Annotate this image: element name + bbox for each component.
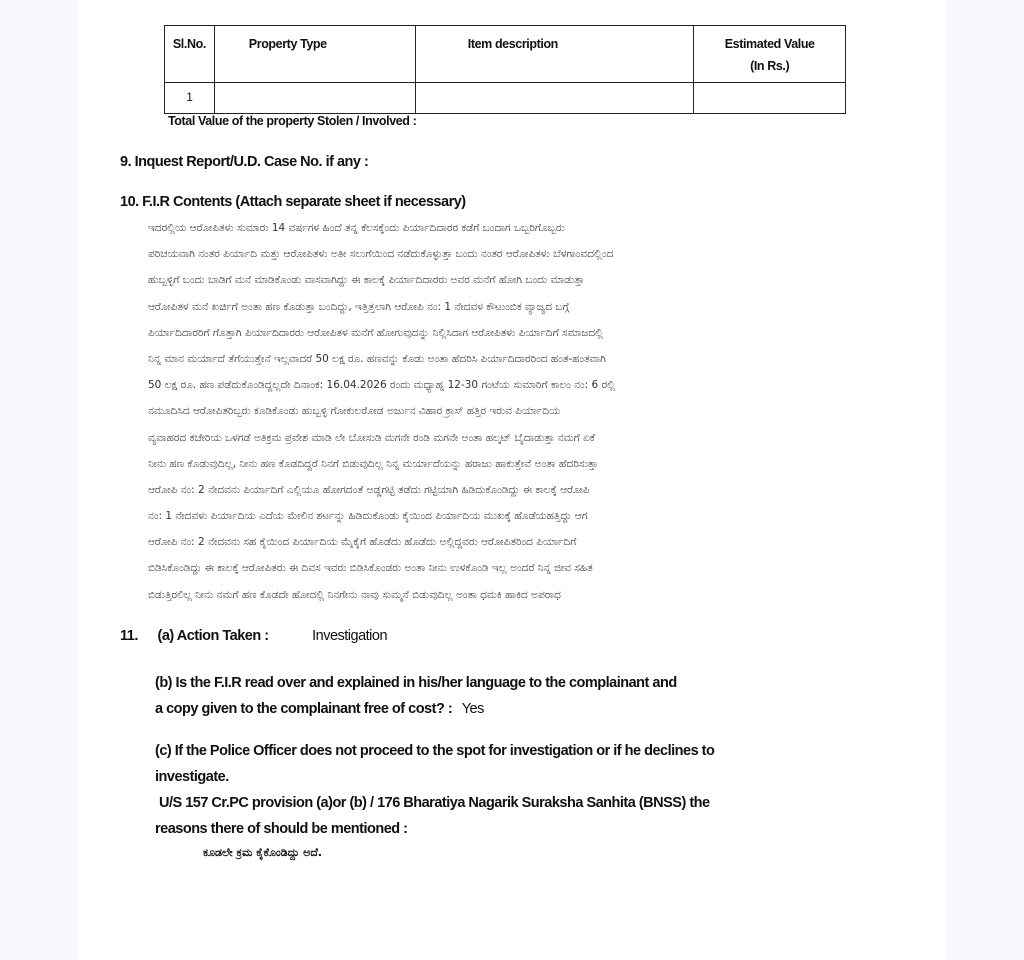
fir-line: ಆರೋಪಿ ನಂ: 2 ನೇದವನು ಪಿರ್ಯಾದಿಗೆ ಎಲ್ಲಿಯೂ ಹೋಗದಂತೆ ಅಡ್ಡಗಟ್ಟಿ ತಡೆದು ಗಟ್ಟಿಯಾಗಿ ಹಿಡಿದುಕೊಂಡಿದ್ದು ಈ ಕಾಲಕ್ಕೆ ಆರೋಪಿ [148,483,590,496]
fir-line: ಪರಿಚಯವಾಗಿ ನಂತರ ಪಿರ್ಯಾದಿ ಮತ್ತು ಆರೋಪಿತಳು ಅತೀ ಸಲುಗೆಯಿಂದ ನಡೆದುಕೊಳ್ಳುತ್ತಾ ಬಂದು ನಂತರ ಆರೋಪಿತಳು ಬೆಳಗಾಂವದಲ್ಲಿಂದ [148,248,614,261]
fir-read-over-question-line2: a copy given to the complainant free of cost? : [155,701,453,717]
officer-declines-question-line1: (c) If the Police Officer does not proceed to the spot for investigation or if he declines to [155,743,715,759]
document-page [77,0,946,960]
fir-line: ನಮೂದಿಸಿದ ಆರೋಪಿತರಿಬ್ಬರು ಕೂಡಿಕೊಂಡು ಹುಬ್ಬಳ್ಳಿ ಗೋಕುಲರೋಡ ಅರ್ಜುನ ವಿಹಾರ ಕ್ರಾಸ್ ಹತ್ತಿರ ಇರುವ ಪಿರ್ಯಾದಿಯ [148,405,561,418]
fir-line: ನಿನ್ನ ಮಾನ ಮರ್ಯಾದೆ ತೆಗೆಯುತ್ತೇನೆ ಇಲ್ಲವಾದರೆ 50 ಲಕ್ಷ ರೂ. ಹಣವನ್ನು ಕೊಡು ಅಂತಾ ಹೆದರಿಸಿ ಪಿರ್ಯಾದಿದಾರರಿಂದ ಹಂತ-ಹಂತವಾಗಿ [148,352,606,365]
cell-estimated-value [694,83,846,114]
officer-declines-question-line2: investigate. [155,769,229,785]
fir-line: ಆರೋಪಿತಳ ಮನೆ ಖರ್ಚಿಗೆ ಅಂತಾ ಹಣ ಕೊಡುತ್ತಾ ಬಂದಿದ್ದು, ಇತ್ತಿತ್ತಲಾಗಿ ಆರೋಪಿ ನಂ: 1 ನೇದವಳ ಕೌಟುಂಬಿಕ ವ್ಯಾಜ್ಯದ ಬಗ್ಗೆ [148,300,570,313]
header-estimated-value [694,26,846,83]
property-table [164,25,846,114]
fir-line: ಪಿರ್ಯಾದಿದಾರರಿಗೆ ಗೊತ್ತಾಗಿ ಪಿರ್ಯಾದಿದಾರರು ಆರೋಪಿತಳ ಮನೆಗೆ ಹೋಗುವುದನ್ನು ನಿಲ್ಲಿಸಿದಾಗ ಆರೋಪಿತಳು ಪಿರ್ಯಾದಿಗೆ ಸಮಾಜದಲ್ಲಿ [148,326,604,339]
property-table-header [165,26,846,83]
provision-line2: reasons there of should be mentioned : [155,821,408,837]
header-sl-no: Sl.No. [165,26,215,83]
section-10-heading: 10. F.I.R Contents (Attach separate sheet if necessary) [120,194,466,210]
header-property-type: Property Type [214,26,415,83]
fir-contents [148,215,848,608]
fir-line: ಬಿಡುತ್ತಿರಲಿಲ್ಲ ನೀನು ನಮಗೆ ಹಣ ಕೊಡದೇ ಹೋದಲ್ಲಿ ನಿನಗೇನು ನಾವು ಸುಮ್ಮನೆ ಬಿಡುವುದಿಲ್ಲ ಅಂತಾ ಧಮಕಿ ಹಾಕಿದ ಅಪರಾಧ [148,588,561,601]
cell-item-description [415,83,694,114]
reason-text: ಕೂಡಲೇ ಕ್ರಮ ಕೈಕೊಂಡಿದ್ದು ಅದೆ. [203,846,323,859]
fir-line: 50 ಲಕ್ಷ ರೂ. ಹಣ ಪಡೆದುಕೊಂಡಿದ್ದಲ್ಲದೇ ದಿನಾಂಕ: 16.04.2026 ರಂದು ಮಧ್ಯಾಹ್ನ 12-30 ಗಂಟೆಯ ಸುಮಾರಿಗೆ ಕಾಲಂ ನಂ: 6 ರಲ್ಲಿ [148,379,616,392]
fir-read-over-answer: Yes [461,701,484,717]
cell-property-type [214,83,415,114]
fir-line: ಆರೋಪಿ ನಂ: 2 ನೇದವನು ಸಹ ಕೈಯಿಂದ ಪಿರ್ಯಾದಿಯ ಮೈಕೈಗೆ ಹೊಡೆದು ಹೊಡೆದು ಅಲ್ಲಿದ್ದವರು ಆರೋಪಿತರಿಂದ ಪಿರ್ಯಾದಿಗೆ [148,536,577,549]
fir-line: ಬಿಡಿಸಿಕೊಂಡಿದ್ದು ಈ ಕಾಲಕ್ಕೆ ಆರೋಪಿತರು ಈ ದಿವಸ ಇವರು ಬಿಡಿಸಿಕೊಂಡರು ಅಂತಾ ನೀನು ಉಳಕೊಂಡಿ ಇಲ್ಲ ಅಂದರೆ ನಿನ್ನ ಜೀವ ಸಹಿತ [148,562,593,575]
header-estimated-value-label: Estimated Value [724,37,815,51]
fir-line: ನಂ: 1 ನೇದವಳು ಪಿರ್ಯಾದಿಯ ಎದೆಯ ಮೇಲಿನ ಶರ್ಟನ್ನು ಹಿಡಿದುಕೊಂಡು ಕೈಯಿಂದ ಪಿರ್ಯಾದಿಯ ಮುಖಕ್ಕೆ ಹೊಡೆಯಹತ್ತಿದ್ದು ಆಗ [148,510,588,523]
action-taken-label: (a) Action Taken : [157,628,269,644]
total-value-label: Total Value of the property Stolen / Involved : [168,114,417,128]
table-row [165,83,846,114]
cell-sl-no: 1 [165,83,215,114]
section-11-number: 11. [120,628,138,644]
fir-read-over-question-line1: (b) Is the F.I.R read over and explained in his/her language to the complainant and [155,675,677,691]
section-9-heading: 9. Inquest Report/U.D. Case No. if any : [120,154,369,170]
section-11-c [155,738,795,842]
action-taken-value: Investigation [312,628,388,644]
fir-line: ಇದರಲ್ಲಿಯ ಆರೋಪಿತಳು ಸುಮಾರು 14 ವರ್ಷಗಳ ಹಿಂದೆ ತನ್ನ ಕೆಲಸಕ್ಕೆಂದು ಪಿರ್ಯಾದಿದಾರರ ಕಡೆಗೆ ಬಂದಾಗ ಒಬ್ಬರಿಗೊಬ್ಬರು [148,222,565,234]
header-estimated-value-unit: (In Rs.) [750,59,790,73]
fir-line: ನೀನು ಹಣ ಕೊಡುವುದಿಲ್ಲ, ನೀನು ಹಣ ಕೊಡದಿದ್ದರೆ ನಿನಗೆ ಬಿಡುವುದಿಲ್ಲ ನಿನ್ನ ಮರ್ಯಾದೆಯನ್ನು ಹರಾಜು ಹಾಕುತ್ತೇವೆ ಅಂತಾ ಹೆದರಿಸುತ್ತಾ [148,457,598,470]
fir-line: ವ್ಯವಾಹರದ ಕಚೇರಿಯ ಒಳಗಡೆ ಅತಿಕ್ರಮ ಪ್ರವೇಶ ಮಾಡಿ ಲೇ ಬೋಸುಡಿ ಮಗನೇ ರಂಡಿ ಮಗನೇ ಅಂತಾ ಹಲ್ಕಟ್ ಬೈದಾಡುತ್ತಾ ನಮಗೆ ಏಕೆ [148,431,595,444]
section-11-b [155,670,775,722]
section-11-a [120,628,387,644]
header-item-description: Item description [415,26,694,83]
provision-line1: U/S 157 Cr.PC provision (a)or (b) / 176 Bharatiya Nagarik Suraksha Sanhita (BNSS) the [159,795,710,811]
fir-line: ಹುಬ್ಬಳ್ಳಿಗೆ ಬಂದು ಬಾಡಿಗೆ ಮನೆ ಮಾಡಿಕೊಂಡು ವಾಸವಾಗಿದ್ದು ಈ ಕಾಲಕ್ಕೆ ಪಿರ್ಯಾದಿದಾರರು ಅವರ ಮನೆಗೆ ಹೋಗಿ ಬಂದು ಮಾಡುತ್ತಾ [148,274,585,287]
